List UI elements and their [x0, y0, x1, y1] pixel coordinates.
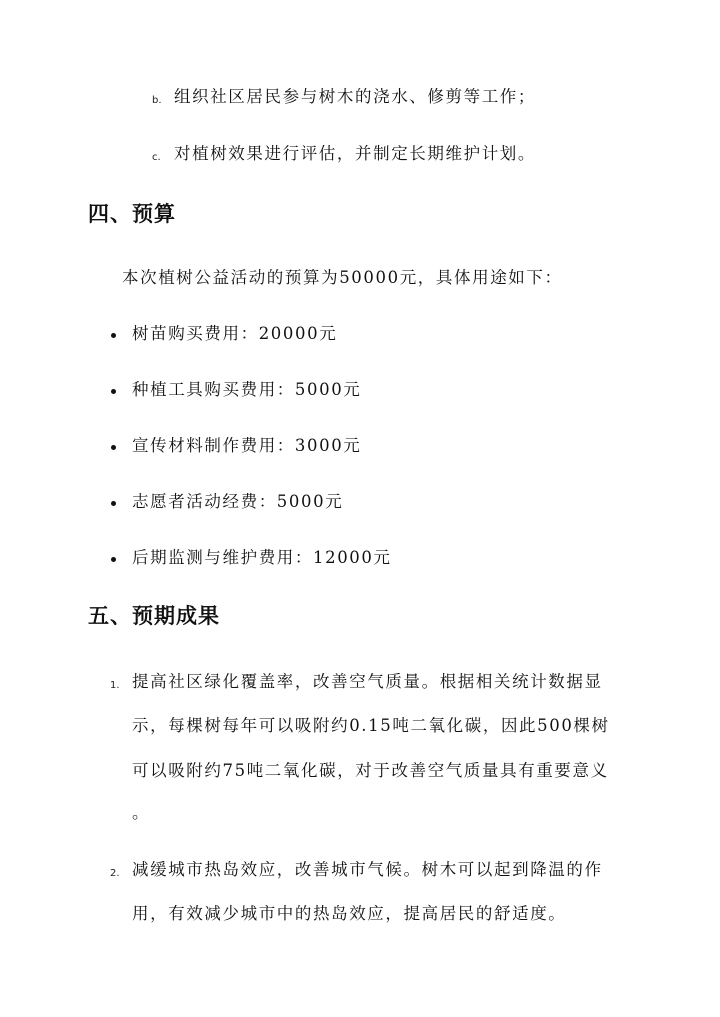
section-heading-outcomes: 五、预期成果 [88, 604, 220, 628]
outcome-line: 减缓城市热岛效应，改善城市气候。树木可以起到降温的作 [132, 860, 603, 879]
budget-item: 种植工具购买费用：5000元 [132, 380, 362, 399]
outcome-line: 用，有效减少城市中的热岛效应，提高居民的舒适度。 [132, 904, 567, 923]
bullet-icon [111, 389, 116, 394]
budget-intro: 本次植树公益活动的预算为50000元，具体用途如下： [122, 268, 563, 287]
outcome-line: 提高社区绿化覆盖率，改善空气质量。根据相关统计数据显 [132, 672, 603, 691]
list-marker: c. [152, 152, 161, 163]
outcome-line: 示，每棵树每年可以吸附约0.15吨二氧化碳，因此500棵树 [132, 716, 610, 735]
budget-item: 树苗购买费用：20000元 [132, 324, 338, 343]
bullet-icon [111, 501, 116, 506]
bullet-icon [111, 445, 116, 450]
outcome-line: 。 [132, 803, 151, 822]
budget-item: 志愿者活动经费：5000元 [132, 492, 344, 511]
list-marker: b. [152, 95, 162, 106]
list-marker: 2. [110, 868, 120, 879]
bullet-icon [111, 557, 116, 562]
section-heading-budget: 四、预算 [88, 202, 176, 226]
outcome-line: 可以吸附约75吨二氧化碳，对于改善空气质量具有重要意义 [132, 761, 609, 780]
list-item-text: 组织社区居民参与树木的浇水、修剪等工作； [174, 87, 536, 106]
budget-item: 宣传材料制作费用：3000元 [132, 436, 362, 455]
list-marker: 1. [110, 680, 120, 691]
bullet-icon [111, 333, 116, 338]
list-item-text: 对植树效果进行评估，并制定长期维护计划。 [174, 144, 536, 163]
budget-item: 后期监测与维护费用：12000元 [132, 548, 392, 567]
